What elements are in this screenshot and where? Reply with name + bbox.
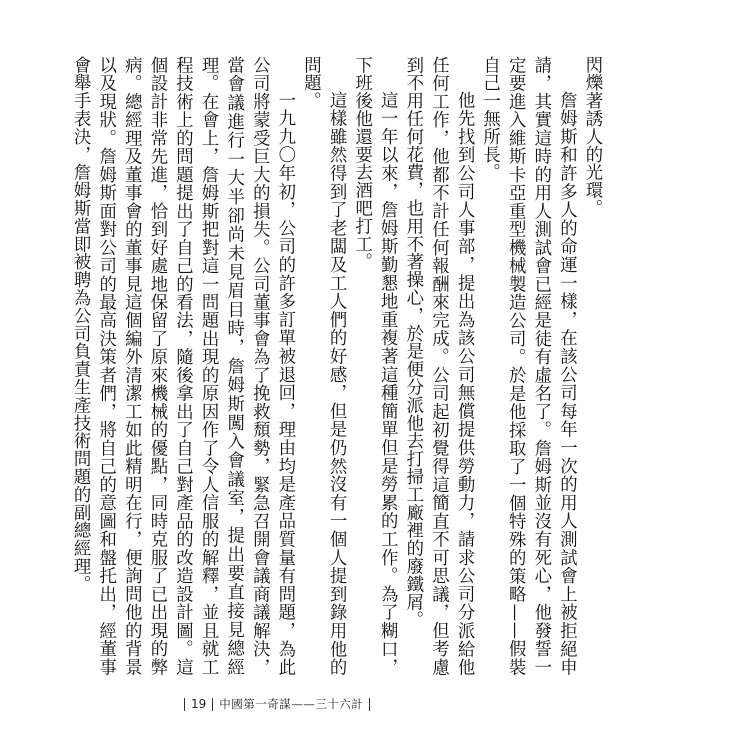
paragraph-6: 一九九〇年初，公司的許多訂單被退回，理由均是產品質量有問題，為此公司將蒙受巨大的損失。公司董事會為了挽救頹勢，緊急召開會議商議解決，當會議進行一大半卻尚未見眉目時，詹姆斯闖入會議室，提出要直接見總經理。在會上，詹姆斯把對這一問題出現的原因作了令人信服的解釋，並且就工程技術上的問題提出了自己的看法，隨後拿出了自己對產品的改造設計圖。這個設計非常先進，恰到好處地保留了原來機械的優點，同時克服了已出現的弊病。總經理及董事會的董事見這個編外清潔工如此精明在行，便詢問他的背景以及現狀。詹姆斯面對公司的最高決策者們，將自己的意圖和盤托出，經董事會舉手表決，詹姆斯當即被聘為公司負責生產技術問題的副總經理。 — [70, 56, 295, 676]
page-number: 19 — [191, 697, 207, 711]
book-title: 中國第一奇謀——三十六計 — [219, 697, 364, 711]
paragraph-2: 詹姆斯和許多人的命運一樣，在該公司每年一次的用人測試會上被拒絕申請，其實這時的用人測試會已經是徒有虛名了。詹姆斯並沒有死心，他發誓一定要進入維斯卡亞重型機械製造公司。於是他採取了一個特殊的策略——假裝自己一無所長。 — [479, 56, 577, 676]
page-footer — [178, 696, 376, 712]
footer-divider-middle — [212, 698, 213, 711]
body-text — [70, 56, 604, 676]
footer-divider-right — [369, 698, 370, 711]
paragraph-4: 這一年以來，詹姆斯勤懇地重複著這種簡單但是勞累的工作。為了糊口，下班後他還要去酒吧打工。 — [351, 56, 398, 676]
footer-divider-left — [184, 698, 185, 711]
paragraph-5: 這樣雖然得到了老闆及工人們的好感，但是仍然沒有一個人提到錄用他的問題。 — [300, 56, 347, 676]
paragraph-3: 他先找到公司人事部，提出為該公司無償提供勞動力，請求公司分派給他任何工作，他都不計任何報酬來完成。公司起初覺得這簡直不可思議，但考慮到不用任何花費，也用不著操心，於是便分派他去打掃工廠裡的廢鐵屑。 — [402, 56, 475, 676]
paragraph-1: 閃爍著誘人的光環。 — [582, 56, 602, 218]
